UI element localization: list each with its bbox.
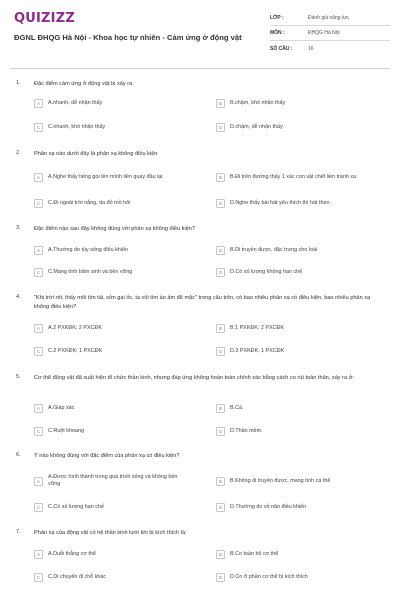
option-b[interactable] xyxy=(216,473,386,489)
option-letter-box: A xyxy=(34,99,43,108)
option-text: A.Nghe thấy tiếng gọi tên mình liền quay đầu lại xyxy=(48,173,163,180)
option-letter-box: D xyxy=(216,199,225,208)
option-text: D.Thường do vỏ não điều khiển xyxy=(230,503,307,510)
option-d[interactable] xyxy=(216,423,371,439)
option-text: B.Di truyền được, đặc trưng cho loài xyxy=(230,246,318,253)
option-a[interactable] xyxy=(34,320,189,336)
option-letter-box: D xyxy=(216,123,225,132)
worksheet-header xyxy=(0,0,400,66)
option-text: B.Đi trên đường thấy 1 xác con vật chết liền tránh xa xyxy=(230,173,357,180)
option-d[interactable] xyxy=(216,569,371,585)
option-letter-box: C xyxy=(34,268,43,277)
option-letter-box: A xyxy=(34,477,43,486)
option-text: D.Thân mềm. xyxy=(230,427,263,434)
option-a[interactable] xyxy=(34,242,189,258)
option-letter-box: A xyxy=(34,404,43,413)
option-b[interactable] xyxy=(216,400,371,416)
option-b[interactable] xyxy=(216,546,371,562)
option-text: B.chậm, khó nhận thấy xyxy=(230,99,286,106)
meta-row-subject xyxy=(270,26,390,41)
option-b[interactable] xyxy=(216,95,371,111)
option-text: B.Cá. xyxy=(230,404,244,411)
option-letter-box: D xyxy=(216,347,225,356)
option-d[interactable] xyxy=(216,343,371,359)
option-a[interactable] xyxy=(34,473,189,489)
meta-row-count xyxy=(270,41,390,56)
option-letter-box: D xyxy=(216,503,225,512)
option-a[interactable] xyxy=(34,95,189,111)
option-text: C.Đi ngoài trời nắng, da đỏ mồ hôi xyxy=(48,199,131,206)
option-letter-box: C xyxy=(34,503,43,512)
option-letter-box: B xyxy=(216,324,225,333)
option-text: A.2 PXKĐK; 2 PXCĐK xyxy=(48,324,102,331)
option-d[interactable] xyxy=(216,499,371,515)
option-letter-box: B xyxy=(216,99,225,108)
meta-key: SỐ CÂU : xyxy=(270,45,293,52)
question-number: 4. xyxy=(16,294,21,300)
question-text: Đặc điểm cảm ứng ở động vật là xảy ra xyxy=(34,81,133,87)
option-letter-box: B xyxy=(216,173,225,182)
option-d[interactable] xyxy=(216,119,371,135)
option-b[interactable] xyxy=(216,169,386,185)
question-number: 5. xyxy=(16,374,21,380)
meta-value: 16 xyxy=(308,45,314,52)
option-c[interactable] xyxy=(34,195,189,211)
question-number: 7. xyxy=(16,529,21,535)
option-text: C.2 PXKĐK; 1 PXCĐK xyxy=(48,347,103,354)
option-letter-box: D xyxy=(216,573,225,582)
option-a[interactable] xyxy=(34,169,189,185)
option-text: A.Được hình thành trong quá trình sống và không bền vững xyxy=(48,474,178,487)
option-text: C.Ruột khoang xyxy=(48,427,84,434)
question-text: Ý nào không đúng với đặc điểm của phản xạ có điều kiện? xyxy=(34,453,180,459)
option-letter-box: C xyxy=(34,199,43,208)
option-text: B.Không di truyền được, mang tính cá thể xyxy=(230,477,331,484)
option-a[interactable] xyxy=(34,400,189,416)
option-c[interactable] xyxy=(34,569,189,585)
meta-row-class xyxy=(270,11,390,26)
question-text: Cơ thể động vật đã xuất hiện tổ chức thần kinh, nhưng đáp ứng không hoàn toàn chính xác bằng cách co rút toàn thân, xảy ra ở: xyxy=(34,375,354,381)
option-letter-box: A xyxy=(34,246,43,255)
option-letter-box: B xyxy=(216,550,225,559)
option-d[interactable] xyxy=(216,195,386,211)
option-text: A.nhanh, dễ nhận thấy xyxy=(48,99,103,106)
option-letter-box: D xyxy=(216,268,225,277)
option-b[interactable] xyxy=(216,242,371,258)
option-b[interactable] xyxy=(216,320,371,336)
meta-value: Đánh giá năng lực xyxy=(308,15,349,21)
option-letter-box: C xyxy=(34,347,43,356)
question-text: "Khi trời rét, thấy môi tím tái, sởn gai ốc, ta vội tìm áo ấm để mặc" trong câu trên, có bao nhiêu phản xạ có điều kiện, bao nhiêu phản xạ không điều kiện? xyxy=(34,295,371,310)
option-text: C.Di chuyển đi chỗ khác xyxy=(48,573,107,580)
worksheet-meta xyxy=(270,11,390,56)
option-text: B.Co toàn bộ cơ thể xyxy=(230,550,279,557)
option-text: D.Co ở phần cơ thể bị kích thích xyxy=(230,573,308,580)
option-text: D.Có số lượng không hạn chế xyxy=(230,268,303,275)
option-text: D.Nghe thấy bài hát yêu thích thì hát theo. xyxy=(230,199,331,206)
meta-value: ĐHQG Hà Nội xyxy=(308,30,340,36)
question-number: 3. xyxy=(16,225,21,231)
option-text: D.3 PXKĐK; 1 PXCĐK xyxy=(230,347,285,354)
header-divider xyxy=(10,68,390,69)
option-text: A.Thường do tủy sống điều khiển xyxy=(48,246,128,253)
option-c[interactable] xyxy=(34,423,189,439)
option-text: D.chậm, dễ nhận thấy xyxy=(230,123,283,130)
meta-key: LỚP : xyxy=(270,15,284,21)
option-d[interactable] xyxy=(216,264,371,280)
option-letter-box: C xyxy=(34,573,43,582)
option-c[interactable] xyxy=(34,499,189,515)
option-letter-box: C xyxy=(34,427,43,436)
worksheet-title: ĐGNL ĐHQG Hà Nội - Khoa học tự nhiên - Cảm ứng ở động vật xyxy=(14,33,242,42)
option-text: C.nhanh, khó nhận thấy xyxy=(48,123,106,130)
option-c[interactable] xyxy=(34,343,189,359)
question-text: Phản xạ nào dưới đây là phản xạ không điều kiện xyxy=(34,151,158,157)
question-number: 2. xyxy=(16,150,21,156)
question-number: 6. xyxy=(16,452,21,458)
question-text: Đặc điểm nào sau đây không đúng với phản xạ không điều kiện? xyxy=(34,226,196,232)
option-text: C.Có số lượng hạn chế xyxy=(48,503,104,510)
option-letter-box: A xyxy=(34,324,43,333)
question-text: Phản xạ của động vật có hệ thần kinh lưới khi bị kích thích là: xyxy=(34,530,187,536)
option-letter-box: D xyxy=(216,427,225,436)
option-letter-box: A xyxy=(34,550,43,559)
option-c[interactable] xyxy=(34,264,189,280)
option-c[interactable] xyxy=(34,119,189,135)
option-letter-box: B xyxy=(216,246,225,255)
option-text: B.1 PXKĐK; 2 PXCĐK xyxy=(230,324,284,331)
option-text: C.Mang tính bẩm sinh và bền vững xyxy=(48,268,133,275)
option-text: A.Duỗi thẳng cơ thể xyxy=(48,550,96,557)
option-letter-box: B xyxy=(216,404,225,413)
option-text: A.Giáp xác xyxy=(48,404,75,411)
option-letter-box: A xyxy=(34,173,43,182)
quizizz-logo: QUIZIZZ xyxy=(14,11,75,26)
question-number: 1. xyxy=(16,80,21,86)
option-letter-box: C xyxy=(34,123,43,132)
meta-key: MÔN : xyxy=(270,30,285,36)
option-letter-box: B xyxy=(216,477,225,486)
option-a[interactable] xyxy=(34,546,189,562)
